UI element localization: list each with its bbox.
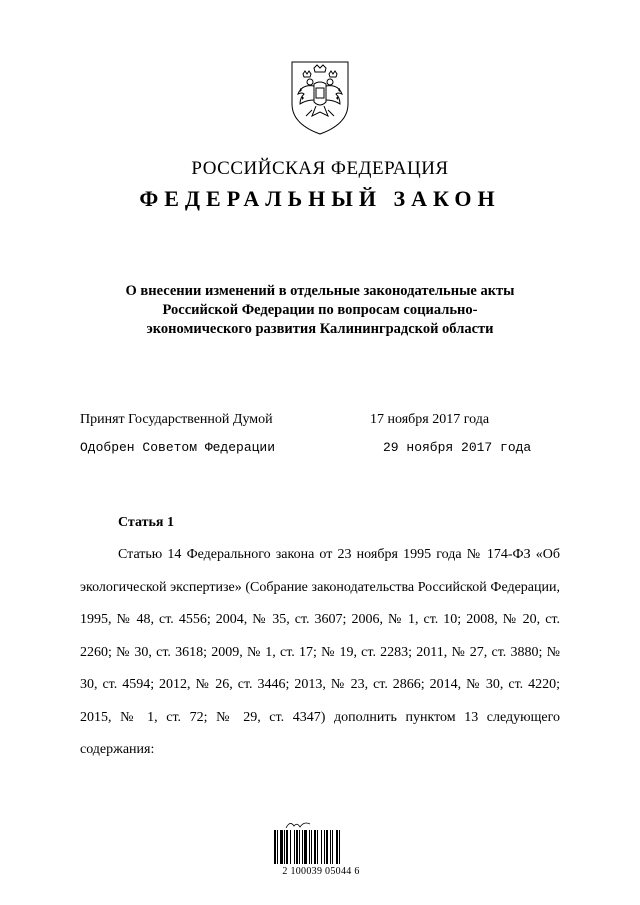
barcode-bar <box>314 830 316 864</box>
document-barcode <box>268 818 374 882</box>
barcode-bar <box>304 830 307 864</box>
barcode-bar <box>299 830 300 864</box>
document-type: ФЕДЕРАЛЬНЫЙ ЗАКОН <box>139 186 501 211</box>
barcode-bar <box>339 830 340 864</box>
council-label: Одобрен Советом Федерации <box>80 440 276 455</box>
barcode-bar <box>286 830 288 864</box>
country-name: РОССИЙСКАЯ ФЕДЕРАЦИЯ <box>191 158 449 179</box>
article-text: Статью 14 Федерального закона от 23 ноября 1995 года № 174-ФЗ «Об экологической экспертизе» (Собрание законодательства Российской Федерации, 1995, № 48, ст. 4556; 2004, № 35, ст. 3607; 2006, № 1, ст. 10; 2008, № 20, ст. 2260; № 30, ст. 3618; 2009, № 1, ст. 17; № 19, ст. 2283; 2011, № 27, ст. 3880; № 30, ст. 4594; 2012, № 26, ст. 3446; 2013, № 23, ст. 2866; 2014, № 30, ст. 4220; 2015, № 1, ст. 72; № 29, ст. 4347) дополнить пунктом 13 следующего содержания: <box>80 547 560 757</box>
barcode-bar <box>317 830 318 864</box>
coat-of-arms-icon <box>288 58 352 136</box>
barcode-bar <box>332 830 333 864</box>
barcode-bar <box>274 830 276 864</box>
barcode-bar <box>330 830 331 864</box>
barcode-number: 2 100039 05044 6 <box>282 866 360 877</box>
barcode-bar <box>277 830 278 864</box>
barcode-bar <box>311 830 312 864</box>
law-title: О внесении изменений в отдельные законодательные акты Российской Федерации по вопросам социально-экономического развития Калининградской области <box>125 283 515 337</box>
barcode-bar <box>302 830 303 864</box>
signature-mark-icon <box>284 818 314 830</box>
article-heading: Статья 1 <box>118 515 174 530</box>
barcode-bar <box>296 830 298 864</box>
duma-label: Принят Государственной Думой <box>80 412 273 427</box>
barcode-icon <box>274 830 368 864</box>
barcode-bar <box>290 830 291 864</box>
barcode-bar <box>284 830 285 864</box>
barcode-bar <box>280 830 283 864</box>
council-date: 29 ноября 2017 года <box>383 440 532 455</box>
barcode-bar <box>336 830 338 864</box>
barcode-bar <box>294 830 295 864</box>
duma-date: 17 ноября 2017 года <box>370 412 490 427</box>
barcode-bar <box>324 830 325 864</box>
barcode-bar <box>326 830 328 864</box>
barcode-bar <box>321 830 322 864</box>
barcode-bar <box>309 830 310 864</box>
